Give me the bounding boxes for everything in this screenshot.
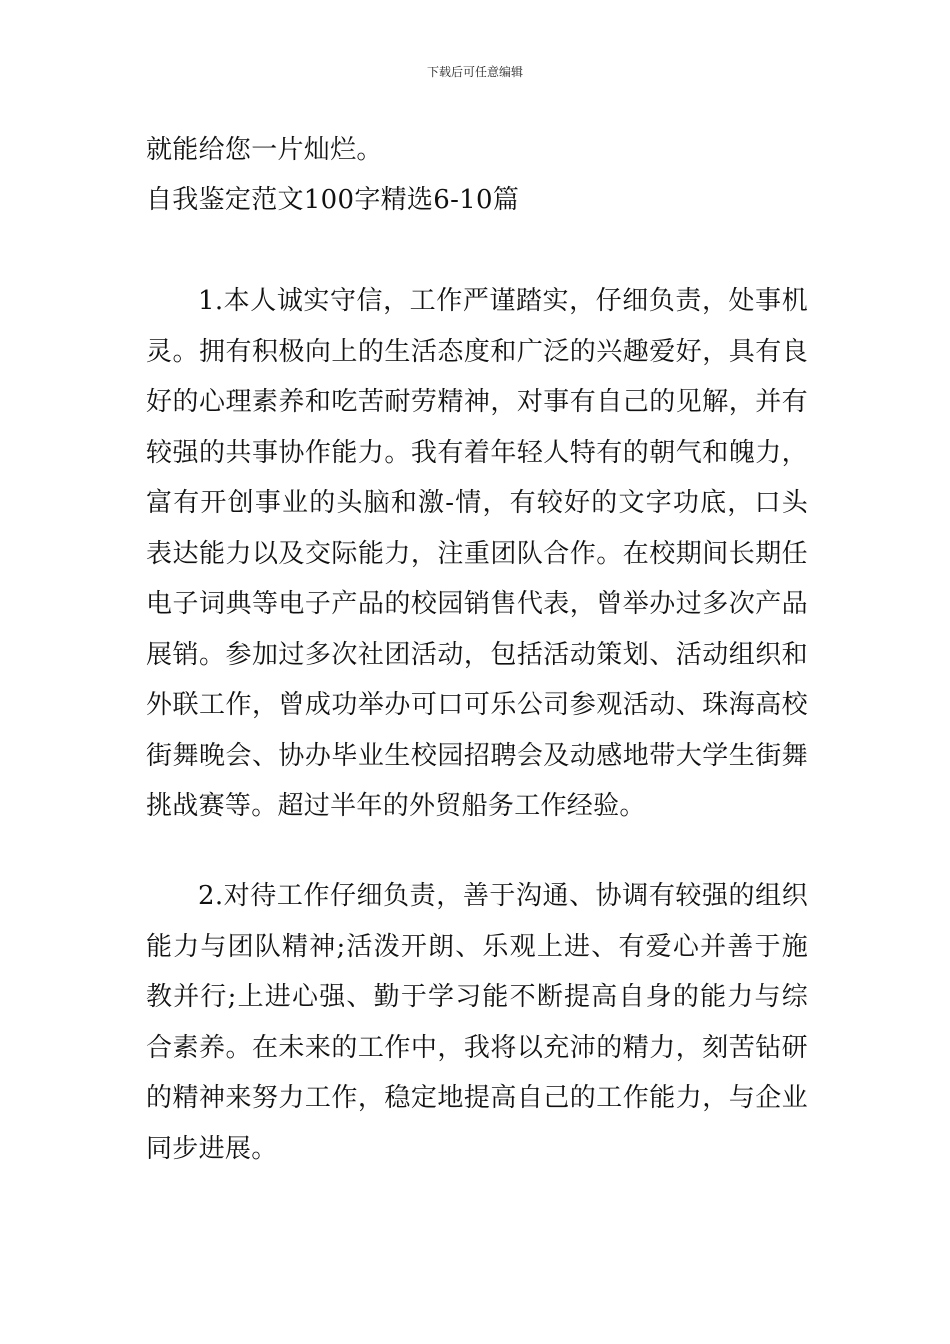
page-header: 下载后可任意编辑 <box>426 65 523 79</box>
paragraph-1: 1.本人诚实守信，工作严谨踏实，仔细负责，处事机灵。拥有积极向上的生活态度和广泛的兴趣爱好，具有良好的心理素养和吃苦耐劳精神，对事有自己的见解，并有较强的共事协作能力。我有着年轻人特有的朝气和魄力，富有开创事业的头脑和激-情，有较好的文字功底，口头表达能力以及交际能力，注重团队合作。在校期间长期任电子词典等电子产品的校园销售代表，曾举办过多次产品展销。参加过多次社团活动，包括活动策划、活动组织和外联工作，曾成功举办可口可乐公司参观活动、珠海高校街舞晚会、协办毕业生校园招聘会及动感地带大学生街舞挑战赛等。超过半年的外贸船务工作经验。 <box>146 286 808 821</box>
paragraph-2: 2.对待工作仔细负责，善于沟通、协调有较强的组织能力与团队精神;活泼开朗、乐观上进、有爱心并善于施教并行;上进心强、勤于学习能不断提高自身的能力与综合素养。在未来的工作中，我将以充沛的精力，刻苦钻研的精神来努力工作，稳定地提高自己的工作能力，与企业同步进展。 <box>146 881 808 1164</box>
section-title: 自我鉴定范文100字精选6-10篇 <box>146 185 520 215</box>
continuation-line: 就能给您一片灿烂。 <box>146 135 383 165</box>
